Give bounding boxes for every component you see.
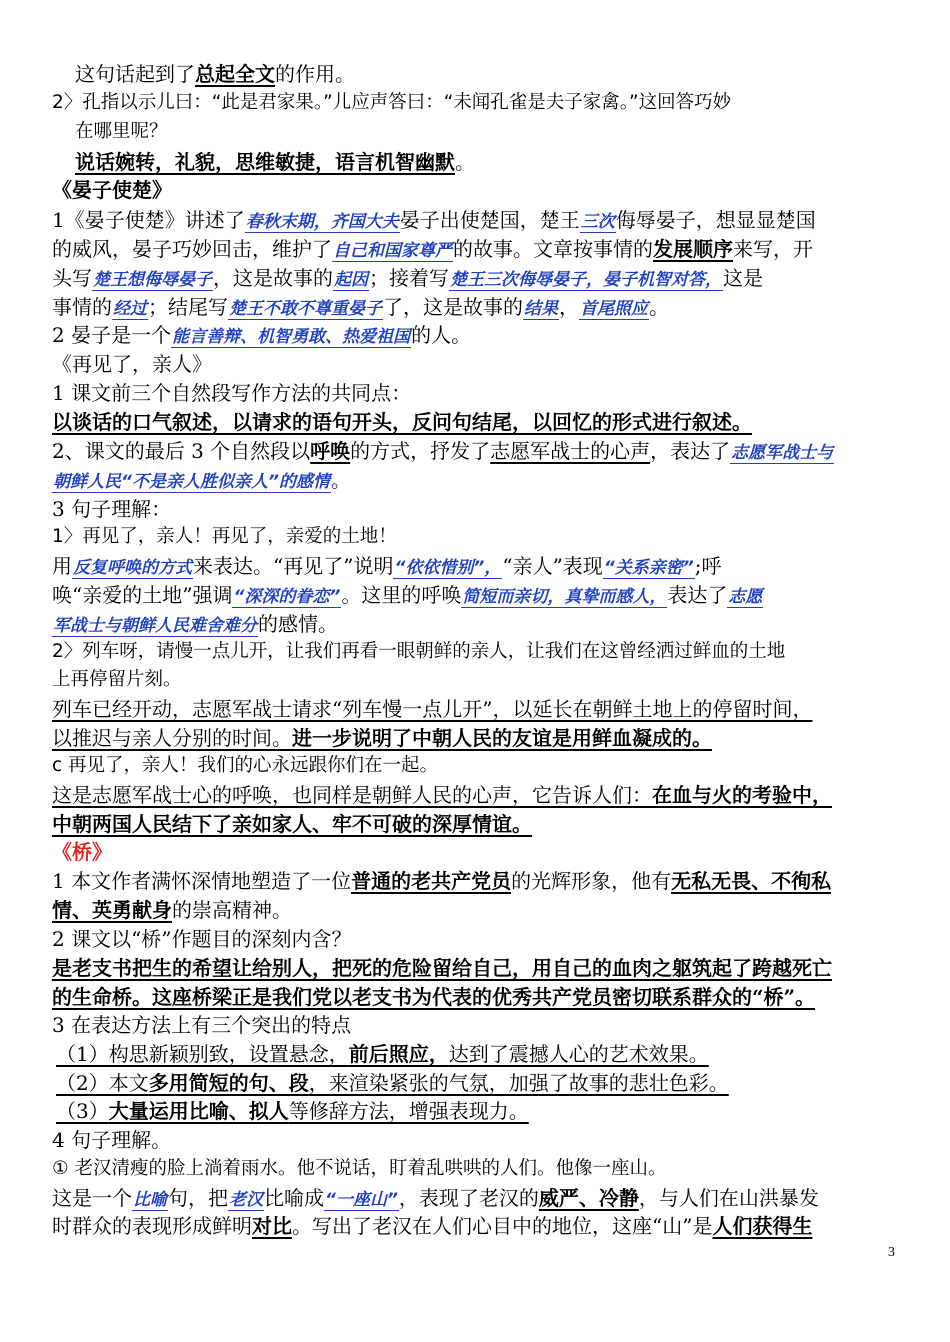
text-line: 1 课文前三个自然段写作方法的共同点： bbox=[52, 381, 412, 405]
quote-line: c 再见了，亲人！我们的心永远跟你们在一起。 bbox=[52, 755, 439, 776]
text-line bbox=[52, 436, 912, 466]
blue-note: “依依惜别”， bbox=[394, 558, 502, 578]
blue-note: 春秋末期，齐国大夫 bbox=[245, 212, 399, 232]
answer-line bbox=[75, 147, 935, 177]
text: （2）本文 bbox=[56, 1071, 149, 1095]
quote-line: 上再停留片刻。 bbox=[52, 669, 182, 690]
text: 句，把 bbox=[168, 1186, 228, 1210]
text: 唤“亲爱的土地”强调 bbox=[52, 583, 233, 607]
question-line: 2〉孔指以示儿曰：“此是君家果。”儿应声答曰：“未闻孔雀是夫子家禽。”这回答巧妙 bbox=[52, 92, 732, 113]
text-line bbox=[52, 320, 912, 350]
text: 2 晏子是一个 bbox=[52, 323, 172, 347]
text: 1 本文作者满怀深情地塑造了一位 bbox=[52, 869, 352, 893]
text-line: 4 句子理解。 bbox=[52, 1128, 172, 1152]
blue-note: 能言善辩、机智勇敢、热爱祖国 bbox=[172, 327, 411, 347]
text-line bbox=[52, 1211, 912, 1241]
list-item bbox=[56, 1096, 916, 1126]
text: 。 bbox=[455, 150, 475, 174]
text: 的光辉形象，他有 bbox=[511, 869, 672, 893]
text: 来写，开 bbox=[733, 237, 813, 261]
blue-note: 楚王想侮辱晏子 bbox=[93, 270, 212, 290]
text: 来表达。“再见了”说明 bbox=[193, 554, 394, 578]
quote-line: 1〉再见了，亲人！再见了，亲爱的土地！ bbox=[52, 526, 397, 547]
blue-note: 志愿军战士与 bbox=[731, 443, 834, 463]
text: 侮辱晏子，想显显楚国 bbox=[615, 208, 816, 232]
text: ；接着写 bbox=[369, 266, 449, 290]
text: ，来渲染紧张的气氛，加强了故事的悲壮色彩。 bbox=[308, 1071, 729, 1095]
blue-note: 楚王三次侮辱晏子，晏子机智对答， bbox=[450, 270, 722, 290]
text: ，这是故事的 bbox=[213, 266, 333, 290]
page-number: 3 bbox=[888, 1245, 895, 1260]
quote-line: 2〉列车呀，请慢一点儿开，让我们再看一眼朝鲜的亲人，让我们在这曾经洒过鲜血的土地 bbox=[52, 641, 786, 662]
text: 这是一个 bbox=[52, 1186, 132, 1210]
text: 1《晏子使楚》讲述了 bbox=[52, 208, 245, 232]
text: 这是 bbox=[723, 266, 763, 290]
text: 表达了 bbox=[667, 583, 728, 607]
text-line: 3 句子理解： bbox=[52, 497, 172, 521]
text-line bbox=[75, 59, 935, 89]
key-phrase: 无私无畏、不徇私 bbox=[671, 869, 832, 893]
text: 这是志愿军战士心的呼唤，也同样是朝鲜人民的心声，它告诉人们： bbox=[52, 783, 652, 807]
text: （3） bbox=[56, 1099, 109, 1123]
list-item bbox=[56, 1068, 916, 1098]
key-phrase: 威严、冷静 bbox=[538, 1186, 639, 1210]
text-line bbox=[52, 465, 912, 495]
text: ，表达了 bbox=[650, 439, 731, 463]
text: 的方式，抒发了 bbox=[350, 439, 491, 463]
text: “亲人”表现 bbox=[502, 554, 603, 578]
answer-line: 是老支书把生的希望让给别人，把死的危险留给自己，用自己的血肉之躯筑起了跨越死亡 bbox=[52, 956, 832, 980]
key-phrase: 人们获得生 bbox=[712, 1214, 813, 1238]
text: ， bbox=[559, 295, 579, 319]
text-line bbox=[52, 895, 912, 925]
key-phrase: 呼唤 bbox=[310, 439, 351, 463]
text-line bbox=[52, 234, 912, 264]
text: 。这里的呼唤 bbox=[341, 583, 462, 607]
blue-note: 起因 bbox=[334, 270, 368, 290]
key-phrase: 进一步说明了中朝人民的友谊是用鲜血凝成的。 bbox=[292, 726, 712, 750]
text: 头写 bbox=[52, 266, 92, 290]
answer-line bbox=[52, 780, 912, 810]
text-line bbox=[52, 609, 912, 639]
text: 等修辞方法，增强表现力。 bbox=[288, 1099, 529, 1123]
key-phrase: 在血与火的考验中， bbox=[652, 783, 832, 807]
text: 。 bbox=[649, 295, 669, 319]
blue-note: 军战士与朝鲜人民难舍难分 bbox=[53, 616, 257, 636]
text: ，与人们在山洪暴发 bbox=[638, 1186, 819, 1210]
blue-note: 经过 bbox=[113, 299, 147, 319]
text: ；结尾写 bbox=[148, 295, 228, 319]
text: 事情的 bbox=[52, 295, 112, 319]
key-phrase: 总起全文 bbox=[195, 62, 275, 86]
blue-note: 比喻 bbox=[133, 1190, 167, 1210]
key-phrase: 对比 bbox=[252, 1214, 292, 1238]
key-phrase: 大量运用比喻、拟人 bbox=[108, 1099, 289, 1123]
blue-note: 简短而亲切，真挚而感人， bbox=[462, 587, 667, 607]
text-line bbox=[52, 580, 912, 610]
list-item bbox=[56, 1039, 916, 1069]
text: 了，这是故事的 bbox=[383, 295, 523, 319]
text: 2、课文的最后 3 个自然段以 bbox=[52, 439, 311, 463]
text: 的感情。 bbox=[258, 612, 338, 636]
key-phrase: 志愿军战士的心声 bbox=[490, 439, 651, 463]
blue-note: “一座山” bbox=[325, 1190, 398, 1210]
text: 比喻成 bbox=[264, 1186, 324, 1210]
text: （1）构思新颖别致，设置悬念， bbox=[56, 1042, 349, 1066]
lesson-heading-zaijian: 《再见了，亲人》 bbox=[52, 352, 212, 376]
text-line bbox=[52, 866, 912, 896]
text-line: 3 在表达方法上有三个突出的特点 bbox=[52, 1013, 352, 1037]
text-line bbox=[52, 551, 912, 581]
answer-line: 的生命桥。这座桥梁正是我们党以老支书为代表的优秀共产党员密切联系群众的“桥”。 bbox=[52, 985, 816, 1009]
lesson-heading-yanzi: 《晏子使楚》 bbox=[52, 178, 172, 202]
key-phrase: 普通的老共产党员 bbox=[351, 869, 512, 893]
answer-line: 中朝两国人民结下了亲如家人、牢不可破的深厚情谊。 bbox=[52, 812, 532, 836]
answer-line: 列车已经开动，志愿军战士请求“列车慢一点儿开”，以延长在朝鲜土地上的停留时间， bbox=[52, 697, 813, 721]
blue-note: 志愿 bbox=[728, 587, 763, 607]
text: 时群众的表现形成鲜明 bbox=[52, 1214, 252, 1238]
quote-line: ① 老汉清瘦的脸上淌着雨水。他不说话，盯着乱哄哄的人们。他像一座山。 bbox=[52, 1158, 667, 1179]
text-line bbox=[52, 1183, 912, 1213]
text: 的故事。文章按事情的 bbox=[453, 237, 653, 261]
blue-note: 楚王不敢不尊重晏子 bbox=[229, 299, 382, 319]
text-line bbox=[52, 205, 912, 235]
blue-note: “关系亲密” bbox=[603, 558, 694, 578]
blue-note: 自己和国家尊严 bbox=[333, 241, 452, 261]
blue-note: 反复呼唤的方式 bbox=[73, 558, 192, 578]
text: 。写出了老汉在人们心目中的地位，这座“山”是 bbox=[292, 1214, 713, 1238]
blue-note: “深深的眷恋” bbox=[233, 587, 341, 607]
key-phrase: 情、英勇献身 bbox=[52, 898, 172, 922]
text: 。 bbox=[330, 468, 351, 492]
blue-note: 首尾照应 bbox=[580, 299, 648, 319]
blue-note: 朝鲜人民“不是亲人胜似亲人”的感情 bbox=[53, 472, 330, 492]
answer-line: 以谈话的口气叙述，以请求的语句开头，反问句结尾，以回忆的形式进行叙述。 bbox=[52, 410, 752, 434]
blue-note: 三次 bbox=[580, 212, 615, 232]
blue-note: 结果 bbox=[524, 299, 558, 319]
text: ;呼 bbox=[694, 554, 722, 578]
lesson-heading-qiao: 《桥》 bbox=[52, 840, 112, 864]
text: 的人。 bbox=[411, 323, 472, 347]
text: 以推迟与亲人分别的时间。 bbox=[52, 726, 292, 750]
key-phrase: 发展顺序 bbox=[653, 237, 733, 261]
text: 晏子出使楚国，楚王 bbox=[399, 208, 580, 232]
blue-note: 老汉 bbox=[229, 1190, 263, 1210]
text-line bbox=[52, 292, 912, 322]
text: 这句话起到了 bbox=[75, 62, 195, 86]
text: 的威风，晏子巧妙回击，维护了 bbox=[52, 237, 332, 261]
key-phrase: 多用简短的句、段 bbox=[148, 1071, 309, 1095]
text: 用 bbox=[52, 554, 72, 578]
text: 达到了震撼人心的艺术效果。 bbox=[448, 1042, 709, 1066]
text: ，表现了老汉的 bbox=[398, 1186, 539, 1210]
text-line: 2 课文以“桥”作题目的深刻内含？ bbox=[52, 927, 352, 951]
question-line: 在哪里呢？ bbox=[75, 121, 168, 142]
text-line bbox=[52, 263, 912, 293]
text: 的崇高精神。 bbox=[172, 898, 292, 922]
answer: 说话婉转，礼貌，思维敏捷，语言机智幽默 bbox=[75, 150, 455, 174]
key-phrase: 前后照应， bbox=[348, 1042, 449, 1066]
text: 的作用。 bbox=[275, 62, 355, 86]
answer-line bbox=[52, 723, 912, 753]
